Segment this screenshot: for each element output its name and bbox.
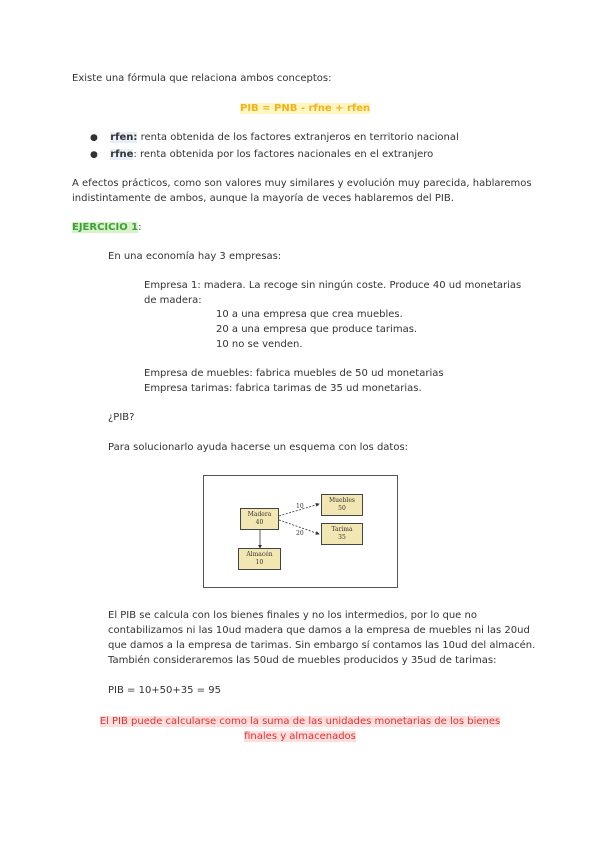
conclusion-line2: finales y almacenados xyxy=(244,731,356,742)
empresa1-line2: de madera: xyxy=(144,295,202,306)
formula: PIB = PNB - rfne + rfen xyxy=(240,103,371,114)
node-name: Madera xyxy=(247,511,272,518)
node-almacen xyxy=(238,548,281,570)
node-name: Tarima xyxy=(331,526,353,533)
node-name: Muebles xyxy=(329,497,355,504)
arrow-label-bottom: 20 xyxy=(296,530,304,537)
node-name: Almacén xyxy=(246,551,273,558)
exercise-heading xyxy=(72,222,142,233)
bullet-rfne xyxy=(90,149,433,160)
node-value: 40 xyxy=(255,519,264,526)
destination-2: 20 a una empresa que produce tarimas. xyxy=(216,324,418,335)
conclusion-line1: El PIB puede calcularse como la suma de las unidades monetarias de los bienes xyxy=(99,716,501,727)
node-value: 35 xyxy=(338,534,346,541)
paragraph-line: que damos a la empresa de tarimas. Sin embargo sí contamos las 10ud del almacén. xyxy=(108,640,536,651)
diagram-arrows xyxy=(204,476,397,587)
destination-3: 10 no se venden. xyxy=(216,339,303,350)
bullet-text: renta obtenida de los factores extranjeros en territorio nacional xyxy=(137,132,459,143)
node-muebles xyxy=(321,494,363,516)
node-value: 50 xyxy=(338,505,346,512)
tarimas-text: Empresa tarimas: fabrica tarimas de 35 ud monetarias. xyxy=(144,383,422,394)
paragraph-line: También consideraremos las 50ud de muebles producidos y 35ud de tarimas: xyxy=(108,655,497,666)
solve-text: Para solucionarlo ayuda hacerse un esquema con los datos: xyxy=(108,442,409,453)
bullet-icon: ● xyxy=(90,150,98,160)
muebles-text: Empresa de muebles: fabrica muebles de 50 ud monetarias xyxy=(144,368,444,379)
bullet-icon: ● xyxy=(90,133,98,143)
term-rfne: rfne xyxy=(110,149,134,160)
paragraph-line: indistintamente de ambos, aunque la mayoría de veces hablaremos del PIB. xyxy=(72,193,454,204)
bullet-text: : renta obtenida por los factores nacionales en el extranjero xyxy=(133,149,434,160)
equation: PIB = 10+50+35 = 95 xyxy=(108,685,221,696)
empresa1-line1: Empresa 1: madera. La recoge sin ningún coste. Produce 40 ud monetarias xyxy=(144,280,522,291)
exercise-colon: : xyxy=(138,222,142,233)
arrow-label-top: 10 xyxy=(296,503,304,510)
bullet-rfen xyxy=(90,132,459,143)
paragraph-line: contabilizamos ni las 10ud madera que damos a la empresa de muebles ni las 20ud xyxy=(108,625,530,636)
intro-text: Existe una fórmula que relaciona ambos conceptos: xyxy=(72,73,332,84)
paragraph-line: A efectos prácticos, como son valores muy similares y evolución muy parecida, hablaremos xyxy=(72,178,532,189)
node-tarima xyxy=(321,523,363,545)
node-value: 10 xyxy=(255,559,264,566)
economy-text: En una economía hay 3 empresas: xyxy=(108,251,282,262)
term-rfen: rfen: xyxy=(110,132,138,143)
exercise-label: EJERCICIO 1 xyxy=(72,222,139,233)
conclusion xyxy=(72,714,528,744)
destination-1: 10 a una empresa que crea muebles. xyxy=(216,309,403,320)
diagram xyxy=(203,475,398,588)
paragraph-line: El PIB se calcula con los bienes finales y no los intermedios, por lo que no xyxy=(108,610,477,621)
question-text: ¿PIB? xyxy=(108,412,135,423)
node-madera xyxy=(240,508,279,530)
